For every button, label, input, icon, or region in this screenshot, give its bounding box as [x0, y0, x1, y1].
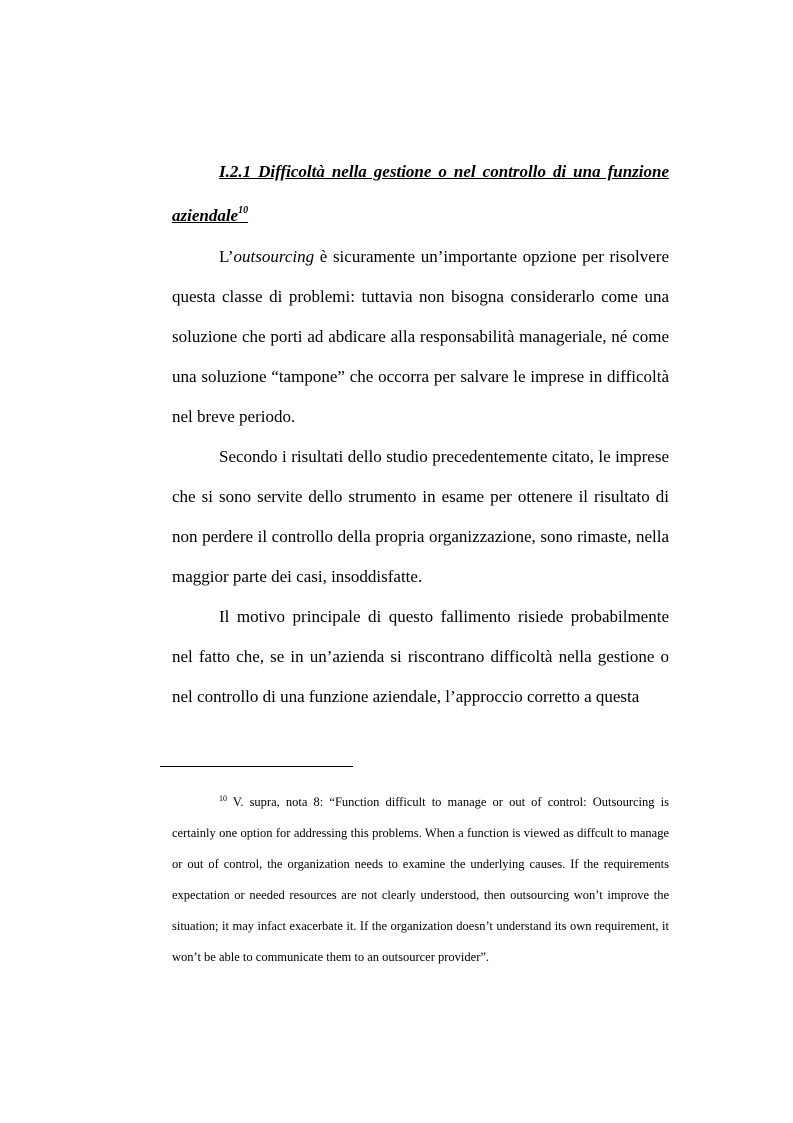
footnote-separator: [160, 766, 353, 767]
footnote-number: 10: [219, 794, 227, 803]
paragraph-1: [172, 237, 669, 437]
section-heading: [172, 150, 669, 238]
paragraph-1-lead: L’: [219, 247, 234, 266]
paragraph-3: Il motivo principale di questo fallimento risiede probabilmente nel fatto che, se in un’azienda si riscontrano difficoltà nella gestione o nel controllo di una funzione aziendale, l’approccio corretto a questa: [172, 607, 669, 706]
body-text: [172, 237, 669, 717]
paragraph-1-rest: è sicuramente un’importante opzione per risolvere questa classe di problemi: tuttavia non bisogna considerarlo come una soluzione che porti ad abdicare alla responsabilità manageriale, né come una soluzione “tampone” che occorra per salvare le imprese in difficoltà nel breve periodo.: [172, 247, 669, 426]
paragraph-1-emphasis: outsourcing: [233, 247, 315, 266]
footnote: [172, 787, 669, 973]
section-heading-text: I.2.1 Difficoltà nella gestione o nel controllo di una funzione aziendale: [172, 162, 669, 225]
footnote-reference[interactable]: 10: [238, 205, 249, 216]
paragraph-2: Secondo i risultati dello studio precedentemente citato, le imprese che si sono servite dello strumento in esame per ottenere il risultato di non perdere il controllo della propria organizzazione, sono rimaste, nella maggior parte dei casi, insoddisfatte.: [172, 447, 669, 586]
footnote-text: V. supra, nota 8: “Function difficult to manage or out of control: Outsourcing is certainly one option for addressing this problems. When a function is viewed as diffcult to manage or out of control, the organization needs to examine the underlying causes. If the requirements expectation or needed resources are not clearly understood, then outsourcing won’t improve the situation; it may infact exacerbate it. If the organization doesn’t understand its own requirement, it won’t be able to communicate them to an outsourcer provider”.: [172, 795, 669, 964]
